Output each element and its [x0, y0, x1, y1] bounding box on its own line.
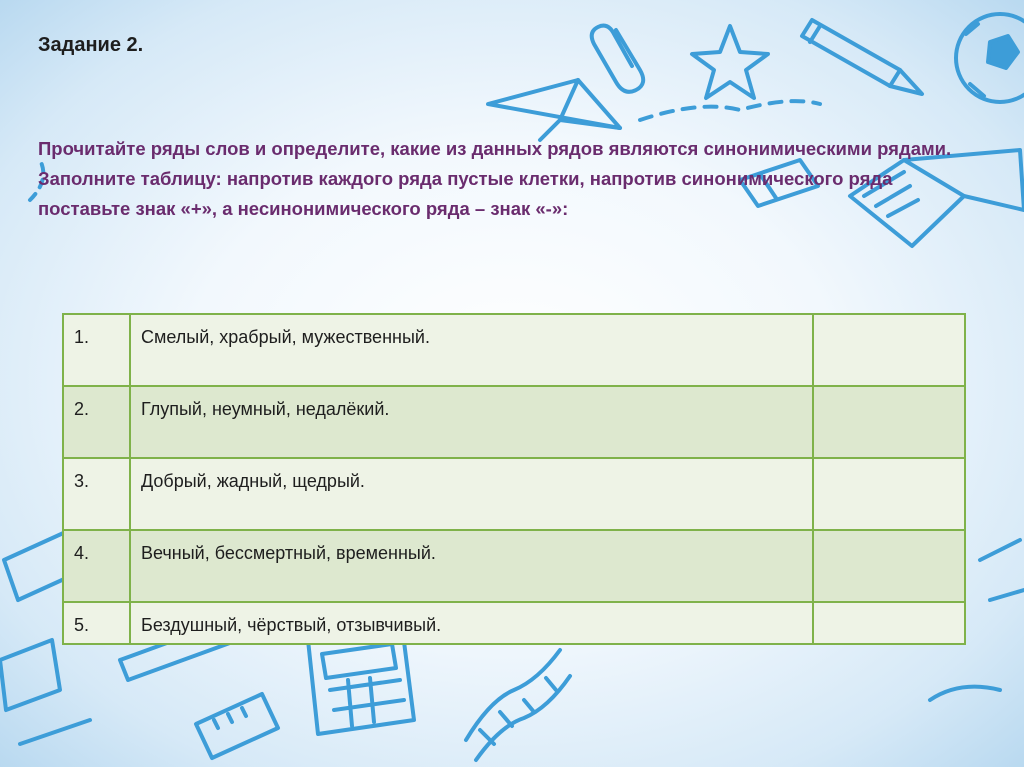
answer-cell[interactable] — [813, 458, 965, 530]
answer-cell[interactable] — [813, 602, 965, 644]
paperclip-icon — [592, 26, 643, 92]
synonym-table — [62, 313, 966, 645]
row-number: 2. — [63, 386, 130, 458]
answer-cell[interactable] — [813, 530, 965, 602]
word-series: Смелый, храбрый, мужественный. — [130, 314, 813, 386]
row-number: 5. — [63, 602, 130, 644]
task-title: Задание 2. — [38, 34, 144, 56]
table-row — [63, 314, 965, 386]
table-row — [63, 530, 965, 602]
instructions-line-2: Заполните таблицу: напротив каждого ряда пустые клетки, напротив синонимического ряда поставьте знак «+», а несинонимического ряда – знак «-»: — [38, 168, 893, 219]
word-series: Вечный, бессмертный, временный. — [130, 530, 813, 602]
star-icon — [692, 26, 768, 98]
table-row — [63, 386, 965, 458]
dna-icon — [466, 650, 570, 760]
ruler-icon — [196, 694, 278, 758]
row-number: 4. — [63, 530, 130, 602]
instructions — [38, 134, 978, 224]
word-series: Бездушный, чёрствый, отзывчивый. — [130, 602, 813, 644]
row-number: 3. — [63, 458, 130, 530]
soccer-ball-icon — [956, 14, 1024, 102]
answer-cell[interactable] — [813, 314, 965, 386]
paper-plane-icon — [488, 80, 820, 140]
pencil-icon — [802, 20, 922, 94]
instructions-line-1: Прочитайте ряды слов и определите, какие из данных рядов являются синонимическими рядами. — [38, 138, 952, 159]
word-series: Добрый, жадный, щедрый. — [130, 458, 813, 530]
word-series: Глупый, неумный, недалёкий. — [130, 386, 813, 458]
row-number: 1. — [63, 314, 130, 386]
table-row — [63, 602, 965, 644]
answer-cell[interactable] — [813, 386, 965, 458]
table-row — [63, 458, 965, 530]
